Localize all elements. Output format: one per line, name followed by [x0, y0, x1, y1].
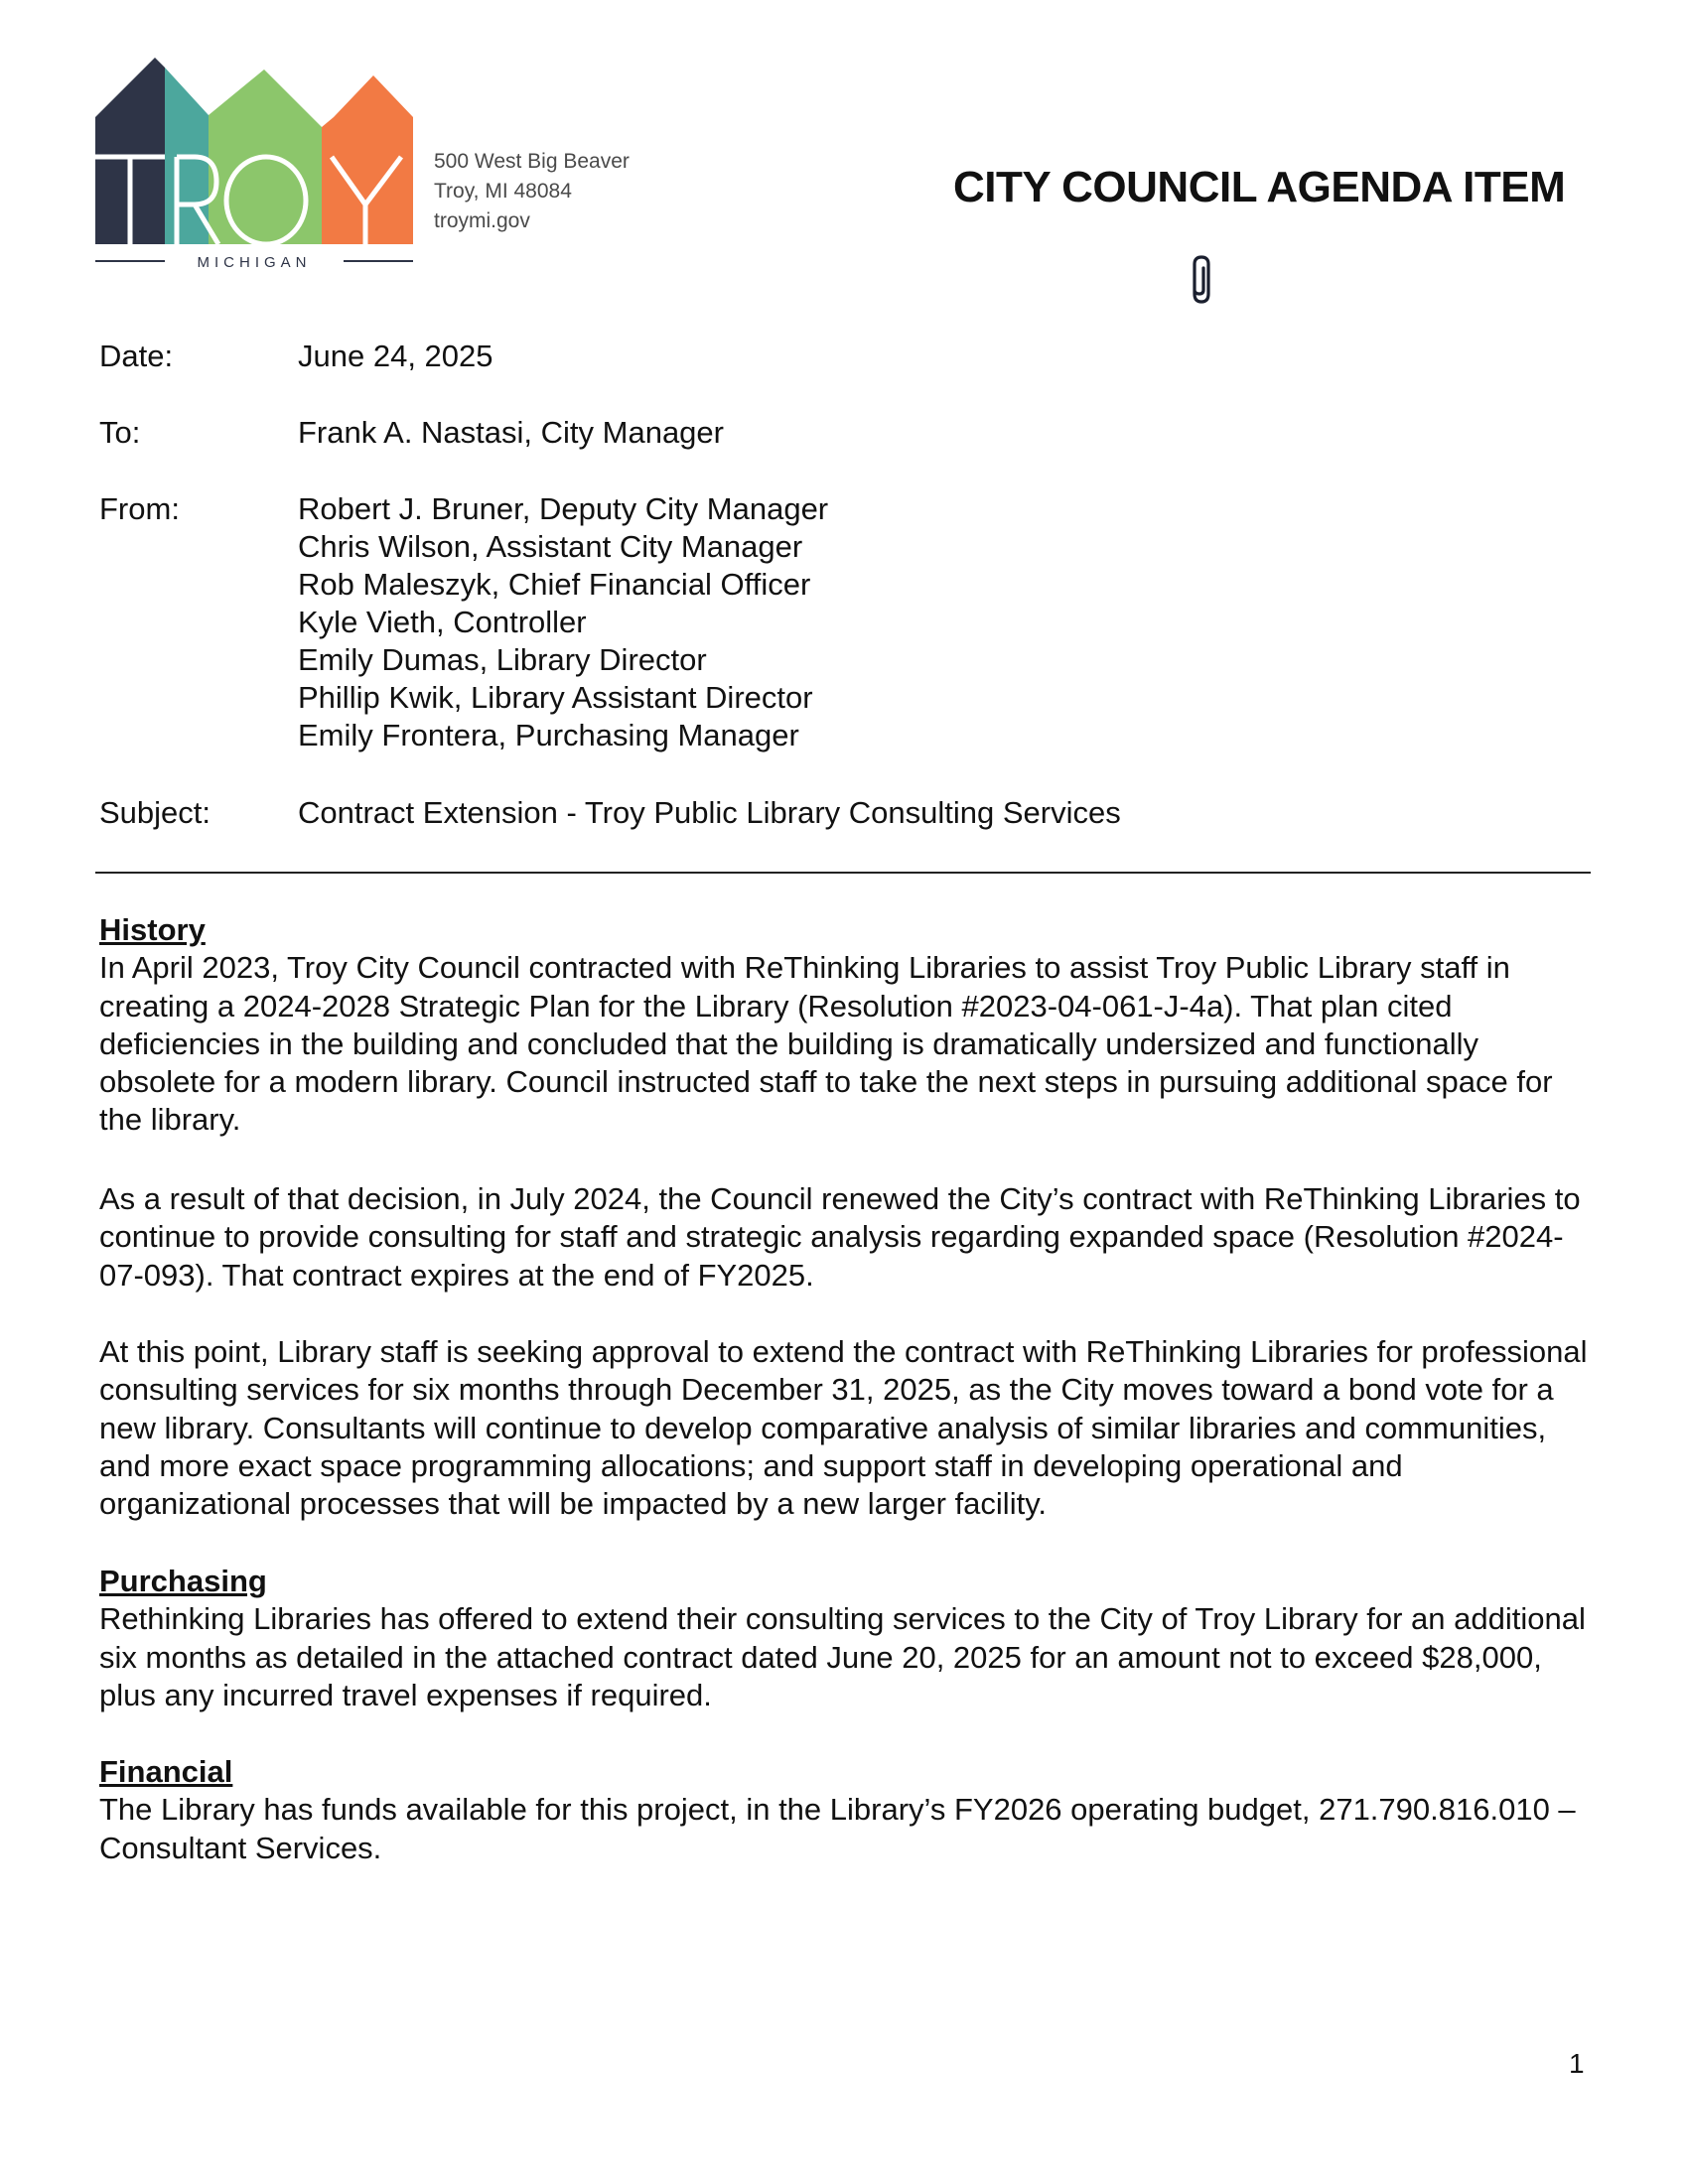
subject-label: Subject:: [99, 795, 211, 830]
date-value: June 24, 2025: [298, 339, 493, 373]
page-number: 1: [1569, 2048, 1585, 2079]
date-label: Date:: [99, 339, 174, 373]
logo-michigan-text: MICHIGAN: [197, 254, 312, 271]
history-paragraph: As a result of that decision, in July 2024, the Council renewed the City’s contract with ReThinking Libraries to continue to provide consulting for staff and strategic analysis regarding expanded space (Resolution #2024-07-093). That contract expires at the end of FY2025.: [99, 1181, 1581, 1293]
history-paragraph: In April 2023, Troy City Council contracted with ReThinking Libraries to assist Troy Public Library staff in creating a 2024-2028 Strategic Plan for the Library (Resolution #2023-04-061-J-4a). That plan cited deficiencies in the building and concluded that the building is dramatically undersized and functionally obsolete for a modern library. Council instructed staff to take the next steps in pursuing additional space for the library.: [99, 950, 1553, 1138]
address-website: troymi.gov: [434, 209, 530, 232]
to-value: Frank A. Nastasi, City Manager: [298, 415, 724, 450]
letterhead-address: [434, 147, 630, 236]
paperclip-icon[interactable]: [1188, 254, 1211, 306]
history-paragraph: At this point, Library staff is seeking approval to extend the contract with ReThinking Libraries for professional consulting services for six months through December 31, 2025, as the City moves toward a bond vote for a new library. Consultants will continue to develop comparative analysis of similar libraries and communities, and more exact space programming allocations; and support staff in developing operational and organizational processes that will be impacted by a new larger facility.: [99, 1334, 1588, 1522]
history-section-2: [99, 1180, 1599, 1295]
financial-section: [99, 1753, 1599, 1867]
to-label: To:: [99, 415, 141, 450]
from-item: Emily Frontera, Purchasing Manager: [298, 718, 799, 752]
from-list: [298, 490, 828, 754]
financial-paragraph: The Library has funds available for this project, in the Library’s FY2026 operating budget, 271.790.816.010 – Consultant Services.: [99, 1792, 1576, 1865]
from-item: Phillip Kwik, Library Assistant Director: [298, 680, 813, 715]
address-street: 500 West Big Beaver: [434, 150, 630, 173]
history-section-3: [99, 1333, 1599, 1523]
from-item: Emily Dumas, Library Director: [298, 642, 707, 677]
from-item: Chris Wilson, Assistant City Manager: [298, 529, 803, 564]
purchasing-heading: Purchasing: [99, 1564, 267, 1598]
from-label: From:: [99, 491, 180, 526]
financial-heading: Financial: [99, 1754, 233, 1789]
purchasing-section: [99, 1563, 1599, 1714]
subject-value: Contract Extension - Troy Public Library Consulting Services: [298, 795, 1121, 830]
address-city: Troy, MI 48084: [434, 180, 572, 203]
from-item: Kyle Vieth, Controller: [298, 605, 587, 639]
from-item: Robert J. Bruner, Deputy City Manager: [298, 491, 829, 526]
history-heading: History: [99, 912, 206, 947]
troy-logo: [95, 58, 413, 271]
header-divider: [95, 872, 1591, 874]
history-section: [99, 911, 1599, 1140]
document-title: CITY COUNCIL AGENDA ITEM: [953, 163, 1566, 211]
purchasing-paragraph: Rethinking Libraries has offered to extend their consulting services to the City of Troy Library for an additional six months as detailed in the attached contract dated June 20, 2025 for an amount not to exceed $28,000, plus any incurred travel expenses if required.: [99, 1601, 1586, 1712]
from-item: Rob Maleszyk, Chief Financial Officer: [298, 567, 811, 602]
